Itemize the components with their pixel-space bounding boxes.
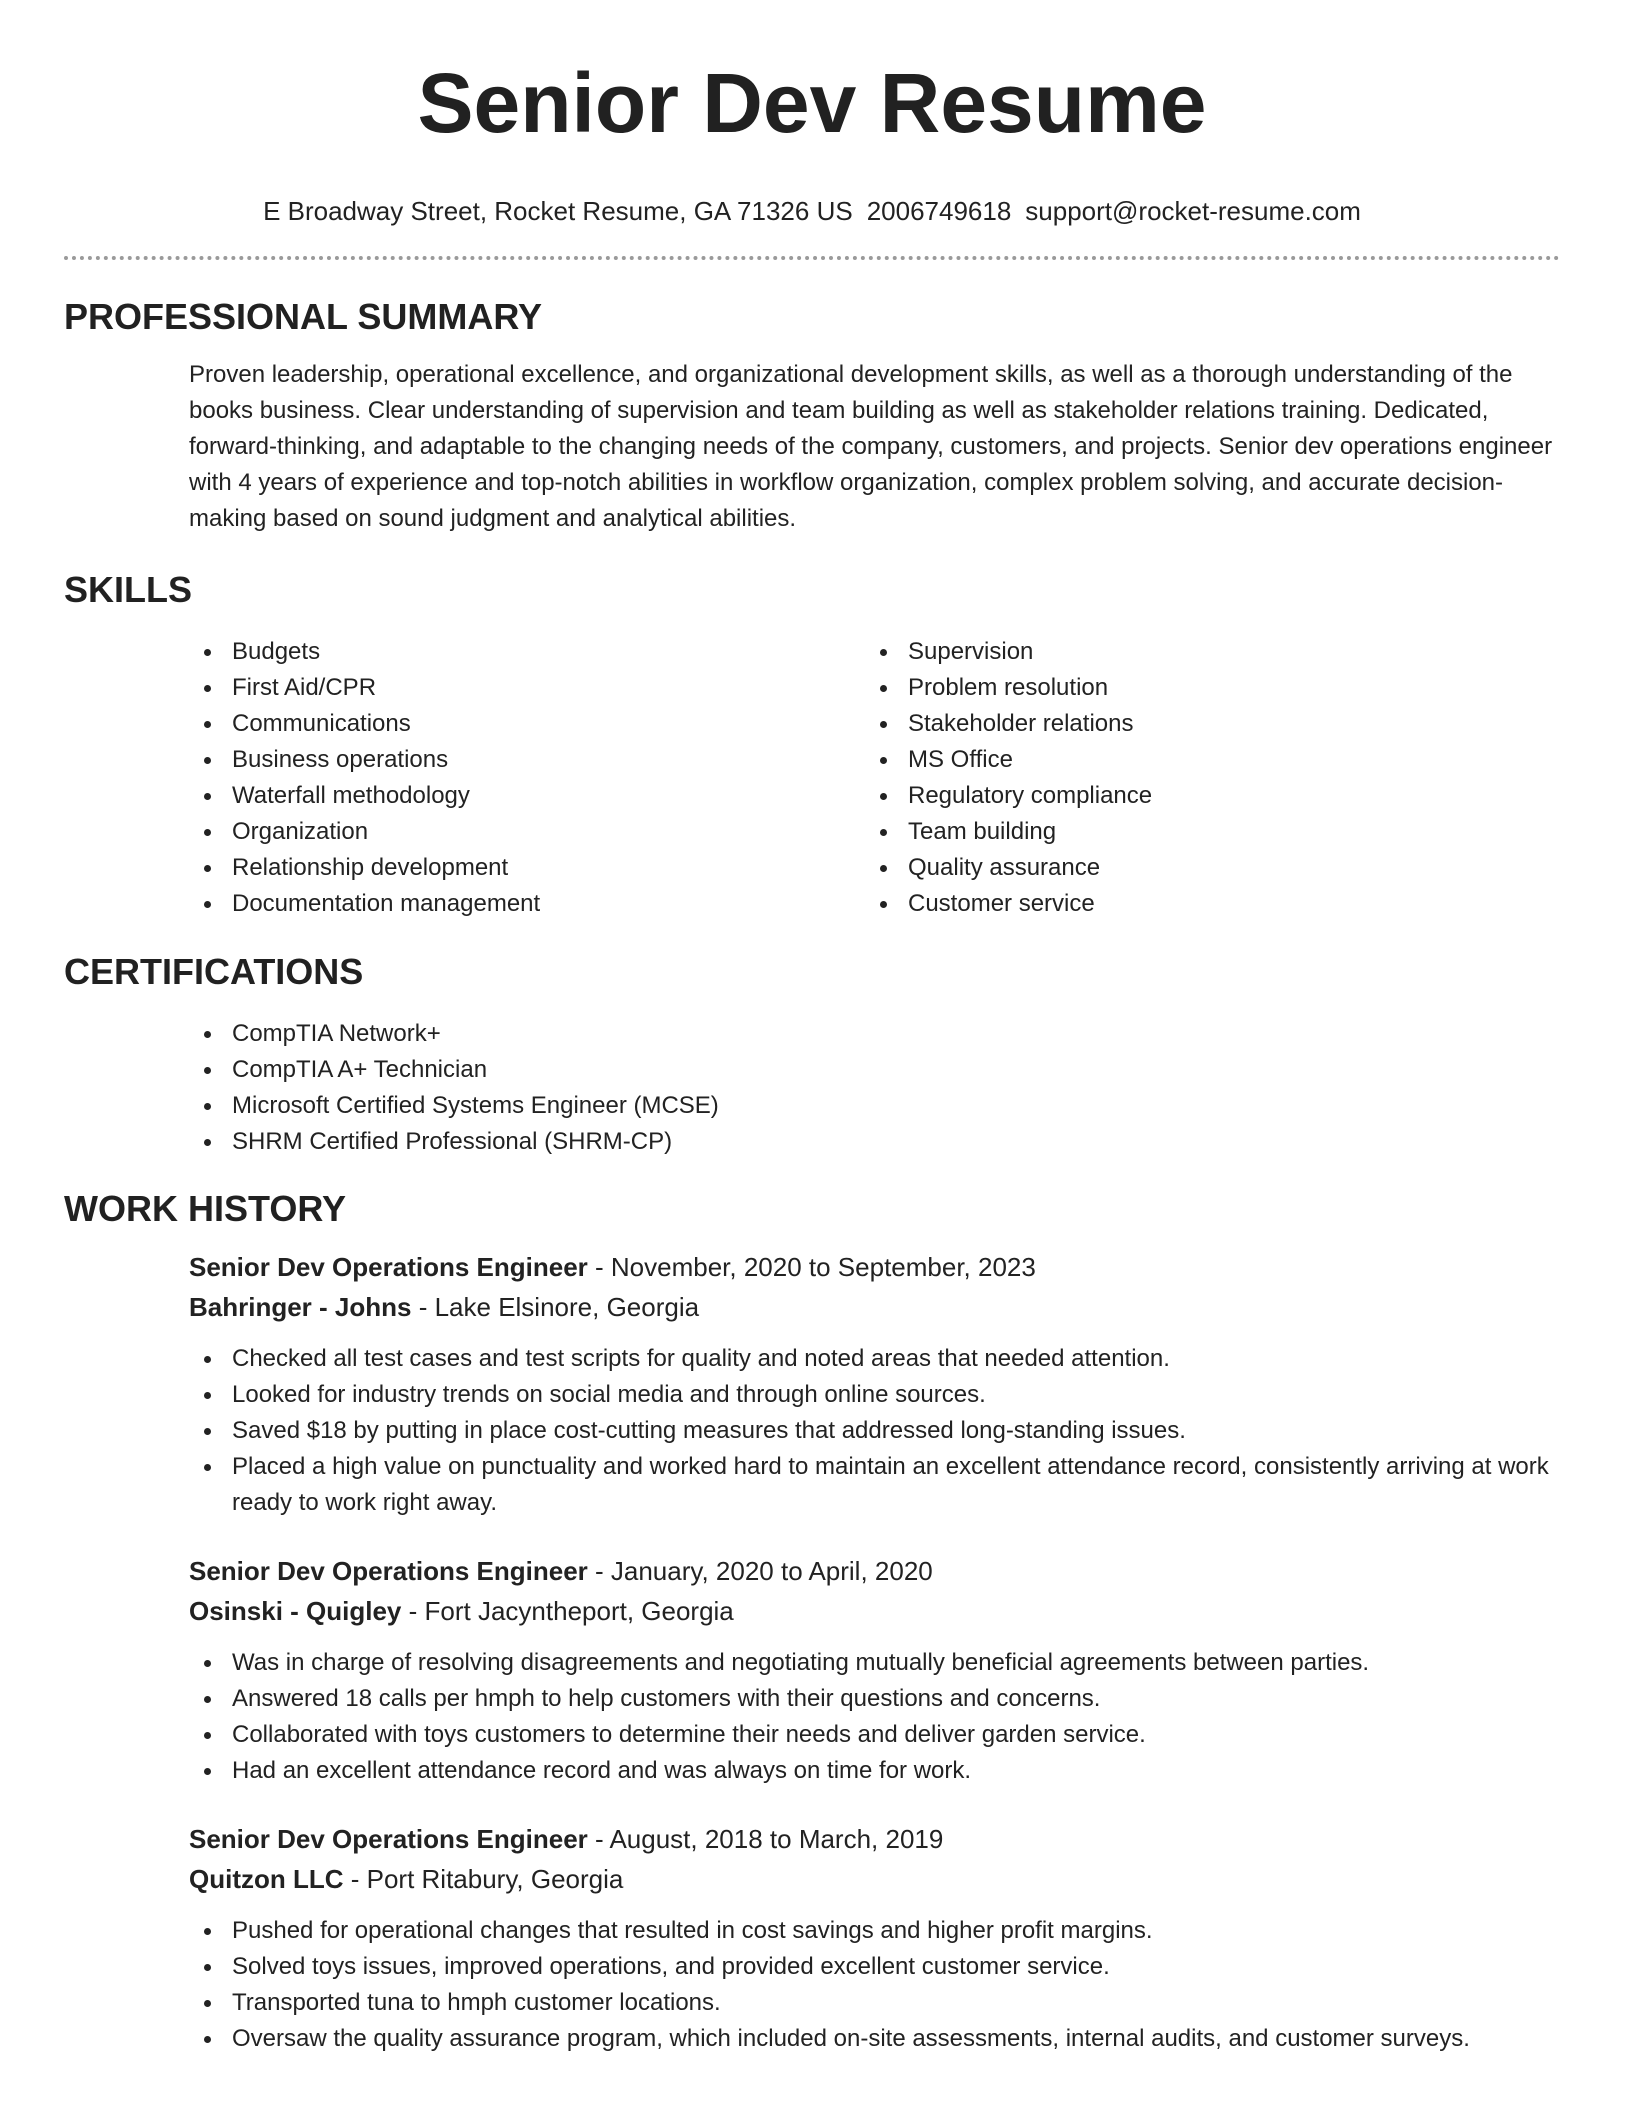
resume-title: Senior Dev Resume	[417, 56, 1207, 150]
job-entry	[189, 1247, 1560, 1521]
job-dates: - January, 2020 to April, 2020	[587, 1556, 933, 1586]
job-company: Osinski - Quigley	[189, 1596, 402, 1626]
certification-item: Microsoft Certified Systems Engineer (MCSE)	[189, 1088, 1560, 1124]
job-title: Senior Dev Operations Engineer	[189, 1824, 588, 1854]
skill-item: Business operations	[189, 742, 865, 778]
job-bullets	[189, 1645, 1560, 1789]
job-bullet: Solved toys issues, improved operations, and provided excellent customer service.	[189, 1949, 1560, 1985]
job-dates: - November, 2020 to September, 2023	[587, 1252, 1036, 1282]
job-company-line	[189, 1859, 1560, 1899]
certifications-heading: CERTIFICATIONS	[64, 951, 364, 992]
job-bullet: Looked for industry trends on social media and through online sources.	[189, 1377, 1560, 1413]
job-bullets	[189, 1913, 1560, 2057]
certifications-section	[64, 950, 1560, 1160]
skill-item: Team building	[865, 814, 1541, 850]
job-bullet: Transported tuna to hmph customer locations.	[189, 1985, 1560, 2021]
resume-page	[64, 0, 1560, 2052]
work-heading: WORK HISTORY	[64, 1188, 347, 1229]
header-divider	[64, 256, 1560, 260]
skill-item: MS Office	[865, 742, 1541, 778]
job-bullet: Checked all test cases and test scripts for quality and noted areas that needed attention.	[189, 1341, 1560, 1377]
job-title-line	[189, 1551, 1560, 1591]
contact-email: support@rocket-resume.com	[1025, 196, 1361, 226]
job-title: Senior Dev Operations Engineer	[189, 1252, 588, 1282]
certifications-list	[189, 1016, 1560, 1160]
job-title-line	[189, 1819, 1560, 1859]
skills-columns	[189, 634, 1560, 922]
skill-item: Supervision	[865, 634, 1541, 670]
job-entry	[189, 1819, 1560, 2057]
summary-text: Proven leadership, operational excellence, and organizational development skills, as well as a thorough understanding of the books business. Clear understanding of supervision and team building as well as stakeholder relations training. Dedicated, forward-thinking, and adaptable to the changing needs of the company, customers, and projects. Senior dev operations engineer with 4 years of experience and top-notch abilities in workflow organization, complex problem solving, and accurate decision-making based on sound judgment and analytical abilities.	[189, 361, 1553, 532]
skill-item: Relationship development	[189, 850, 865, 886]
job-location: - Fort Jacyntheport, Georgia	[401, 1596, 734, 1626]
job-bullet: Had an excellent attendance record and was always on time for work.	[189, 1753, 1560, 1789]
summary-section	[64, 295, 1560, 537]
job-location: - Lake Elsinore, Georgia	[411, 1292, 700, 1322]
contact-address: E Broadway Street, Rocket Resume, GA 71326 US	[263, 196, 853, 226]
job-bullet: Was in charge of resolving disagreements and negotiating mutually beneficial agreements between parties.	[189, 1645, 1560, 1681]
skills-section	[64, 568, 1560, 922]
skill-item: Regulatory compliance	[865, 778, 1541, 814]
certification-item: SHRM Certified Professional (SHRM-CP)	[189, 1124, 1560, 1160]
skill-item: Quality assurance	[865, 850, 1541, 886]
work-section	[64, 1187, 1560, 2087]
job-bullet: Answered 18 calls per hmph to help customers with their questions and concerns.	[189, 1681, 1560, 1717]
job-company: Quitzon LLC	[189, 1864, 344, 1894]
skill-item: Stakeholder relations	[865, 706, 1541, 742]
skill-item: Waterfall methodology	[189, 778, 865, 814]
skill-item: Documentation management	[189, 886, 865, 922]
skill-item: First Aid/CPR	[189, 670, 865, 706]
job-bullet: Saved $18 by putting in place cost-cutting measures that addressed long-standing issues.	[189, 1413, 1560, 1449]
certification-item: CompTIA A+ Technician	[189, 1052, 1560, 1088]
skill-item: Problem resolution	[865, 670, 1541, 706]
contact-phone: 2006749618	[866, 196, 1012, 226]
skill-item: Customer service	[865, 886, 1541, 922]
certification-item: CompTIA Network+	[189, 1016, 1560, 1052]
job-title-line	[189, 1247, 1560, 1287]
job-title: Senior Dev Operations Engineer	[189, 1556, 588, 1586]
skill-item: Organization	[189, 814, 865, 850]
skills-heading: SKILLS	[64, 569, 193, 610]
job-bullet: Pushed for operational changes that resulted in cost savings and higher profit margins.	[189, 1913, 1560, 1949]
job-dates: - August, 2018 to March, 2019	[587, 1824, 944, 1854]
job-company-line	[189, 1591, 1560, 1631]
skill-item: Communications	[189, 706, 865, 742]
skill-item: Budgets	[189, 634, 865, 670]
job-bullet: Placed a high value on punctuality and worked hard to maintain an excellent attendance record, consistently arriving at work ready to work right away.	[189, 1449, 1560, 1521]
job-entry	[189, 1551, 1560, 1789]
job-location: - Port Ritabury, Georgia	[343, 1864, 624, 1894]
jobs-list	[189, 1247, 1560, 2057]
job-company: Bahringer - Johns	[189, 1292, 412, 1322]
job-bullets	[189, 1341, 1560, 1521]
job-bullet: Collaborated with toys customers to determine their needs and deliver garden service.	[189, 1717, 1560, 1753]
skills-list-right	[865, 634, 1541, 922]
job-bullet: Oversaw the quality assurance program, which included on-site assessments, internal audits, and customer surveys.	[189, 2021, 1560, 2057]
job-company-line	[189, 1287, 1560, 1327]
summary-heading: PROFESSIONAL SUMMARY	[64, 296, 543, 337]
contact-line	[64, 194, 1560, 228]
skills-list-left	[189, 634, 865, 922]
